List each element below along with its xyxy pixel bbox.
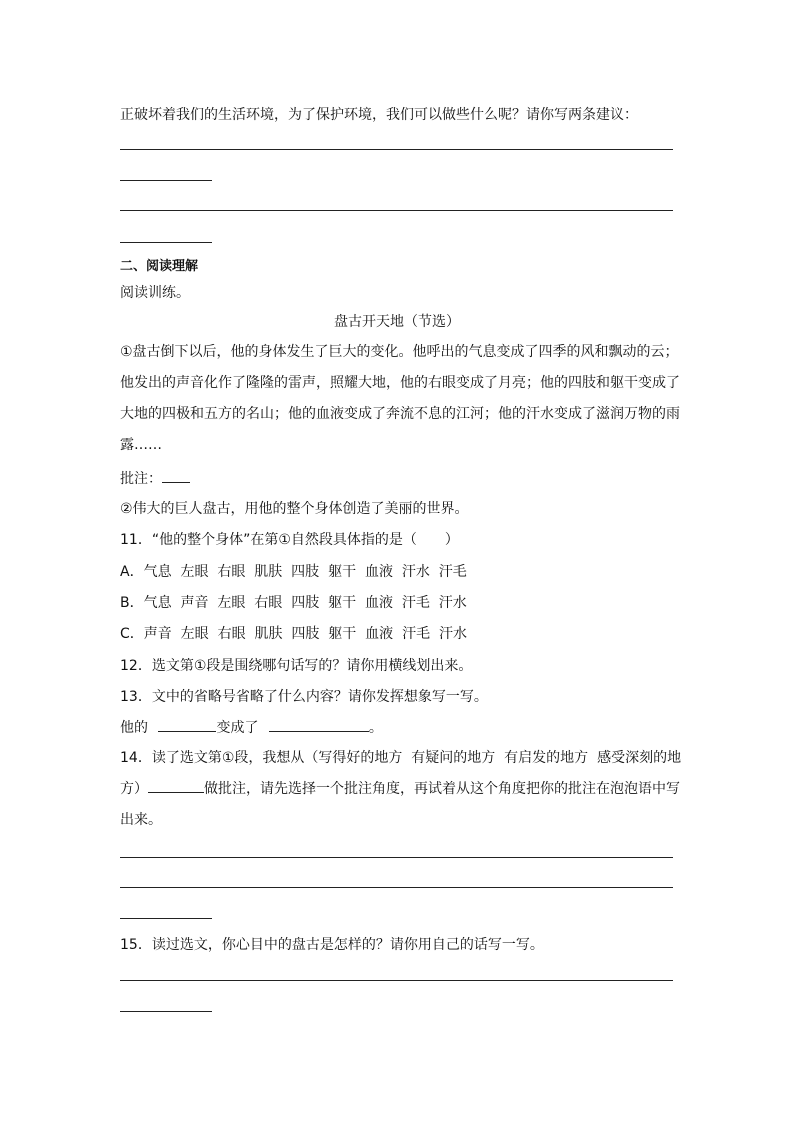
passage-paragraph-1 [120,337,680,461]
question-12: 12．选文第①段是围绕哪句话写的？请你用横线划出来。 [120,658,473,674]
answer-line[interactable] [120,980,673,981]
q14-line-2-after: 做批注，请先选择一个批注角度，再试着从这个角度把你的批注在泡泡语中写 [204,781,680,797]
q11-option-c[interactable]: C．声音 左眼 右眼 肌肤 四肢 躯干 血液 汗毛 汗水 [120,626,467,642]
answer-line-short[interactable] [120,1011,212,1012]
q14-line-2 [120,774,680,805]
question-13: 13．文中的省略号省略了什么内容？请你发挥想象写一写。 [120,689,488,705]
answer-line-short[interactable] [120,242,212,243]
passage-line: ①盘古倒下以后，他的身体发生了巨大的变化。他呼出的气息变成了四季的风和飘动的云； [120,344,679,360]
q13-fill-row [120,717,675,737]
answer-line[interactable] [120,887,673,888]
intro-question: 正破坏着我们的生活环境，为了保护环境，我们可以做些什么呢？请你写两条建议： [120,107,638,123]
q11-option-b[interactable]: B．气息 声音 左眼 右眼 四肢 躯干 血液 汗毛 汗水 [120,595,467,611]
answer-line-short[interactable] [120,180,212,181]
section-heading: 二、阅读理解 [120,259,199,274]
annotation-row [120,468,675,488]
passage-line: 大地的四极和五方的名山；他的血液变成了奔流不息的江河；他的汗水变成了滋润万物的雨 [120,406,680,422]
question-11: 11．“他的整个身体”在第①自然段具体指的是（ ） [120,532,459,548]
q13-fill-part1: 他的 [120,720,148,736]
q14-blank[interactable] [148,778,204,793]
q14-line-3: 出来。 [120,812,162,828]
answer-line-short[interactable] [120,918,212,919]
passage-line: 露…… [120,437,162,453]
q14-line-2-before: 方） [120,781,148,797]
passage-title: 盘古开天地（节选） [334,314,460,330]
q13-blank-2[interactable] [269,717,369,732]
question-15: 15．读过选文，你心目中的盘古是怎样的？请你用自己的话写一写。 [120,937,544,953]
q13-fill-part2: 变成了 [216,720,259,736]
reading-label: 阅读训练。 [120,285,190,301]
passage-line: 他发出的声音化作了隆隆的雷声，照耀大地，他的右眼变成了月亮；他的四肢和躯干变成了 [120,375,680,391]
answer-line[interactable] [120,210,673,211]
answer-line[interactable] [120,857,673,858]
q13-blank-1[interactable] [158,717,216,732]
annotation-label: 批注： [120,471,162,487]
answer-line[interactable] [120,149,673,150]
annotation-blank[interactable] [162,468,190,483]
q14-line-1: 14．读了选文第①段，我想从（写得好的地方 有疑问的地方 有启发的地方 感受深刻的地 [120,750,682,766]
q13-fill-end: 。 [368,720,383,736]
q11-option-a[interactable]: A．气息 左眼 右眼 肌肤 四肢 躯干 血液 汗水 汗毛 [120,564,467,580]
passage-paragraph-2: ②伟大的巨人盘古，用他的整个身体创造了美丽的世界。 [120,501,469,517]
question-14 [120,743,682,836]
